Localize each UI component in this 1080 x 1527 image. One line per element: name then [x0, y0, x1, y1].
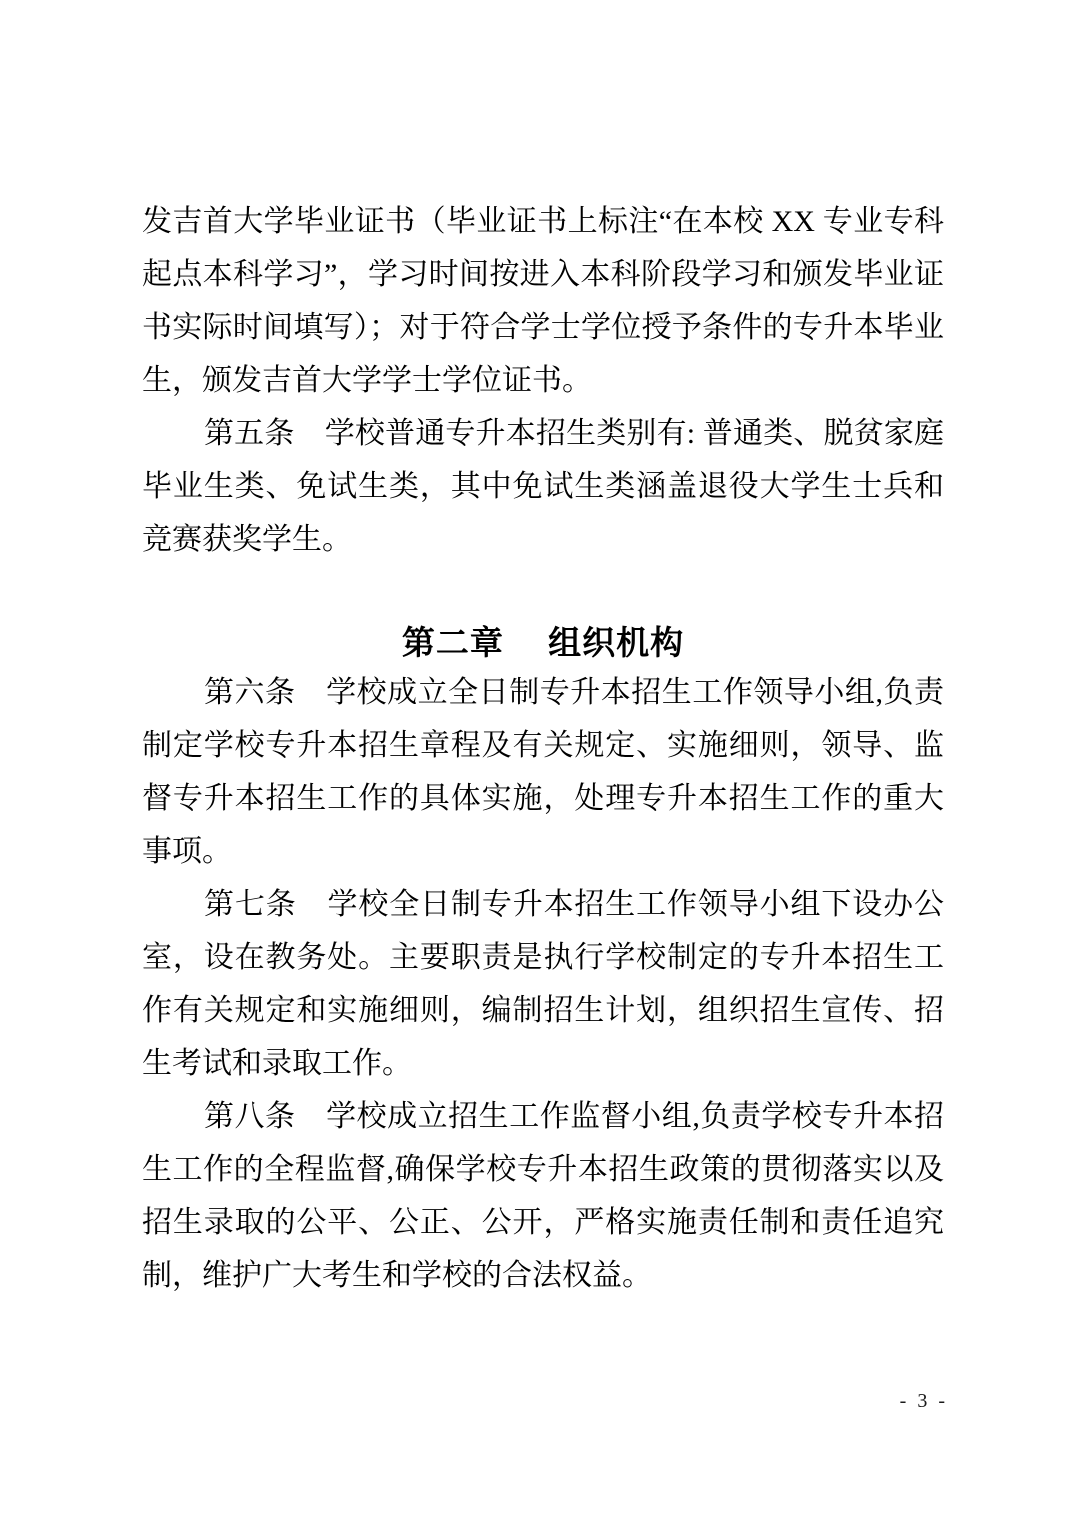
document-body — [142, 195, 944, 1302]
paragraph-article-8: 第八条 学校成立招生工作监督小组,负责学校专升本招生工作的全程监督,确保学校专升本招生政策的贯彻落实以及招生录取的公平、公正、公开，严格实施责任制和责任追究制，维护广大考生和学校的合法权益。 — [142, 1100, 944, 1292]
chapter-2-heading: 第二章 组织机构 — [401, 624, 685, 661]
paragraph-article-7: 第七条 学校全日制专升本招生工作领导小组下设办公室，设在教务处。主要职责是执行学校制定的专升本招生工作有关规定和实施细则，编制招生计划，组织招生宣传、招生考试和录取工作。 — [142, 888, 944, 1080]
paragraph-article-5: 第五条 学校普通专升本招生类别有: 普通类、脱贫家庭毕业生类、免试生类，其中免试生类涵盖退役大学生士兵和竞赛获奖学生。 — [142, 417, 944, 556]
paragraph-article-6: 第六条 学校成立全日制专升本招生工作领导小组,负责制定学校专升本招生章程及有关规定、实施细则，领导、监督专升本招生工作的具体实施，处理专升本招生工作的重大事项。 — [142, 676, 944, 868]
paragraph-degree-certificate-continuation: 发吉首大学毕业证书（毕业证书上标注“在本校 XX 专业专科起点本科学习”，学习时间按进入本科阶段学习和颁发毕业证书实际时间填写）；对于符合学士学位授予条件的专升本毕业生，颁发吉首大学学士学位证书。 — [142, 205, 944, 397]
page-number: - 3 - — [899, 1390, 948, 1412]
